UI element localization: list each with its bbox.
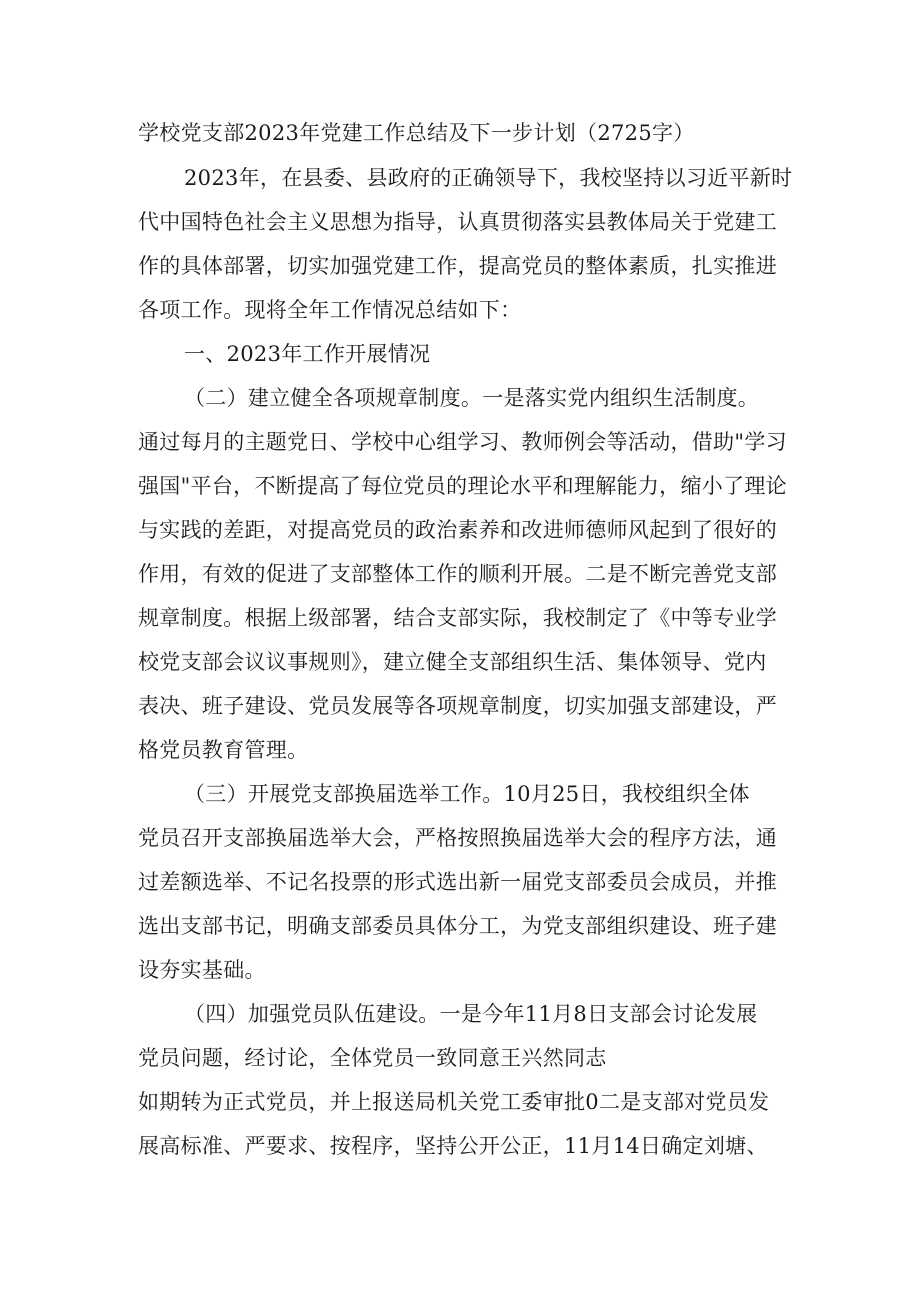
paragraph-line: 作用，有效的促进了支部整体工作的顺利开展。二是不断完善党支部 [138,562,777,586]
paragraph-line: （二）建立健全各项规章制度。一是落实党内组织生活制度。 [184,386,760,410]
paragraph-line: （四）加强党员队伍建设。一是今年11月8日支部会讨论发展 [184,1002,758,1026]
paragraph-line: 强国"平台，不断提高了每位党员的理论水平和理解能力，缩小了理论 [138,474,787,498]
paragraph-line: 规章制度。根据上级部署，结合支部实际，我校制定了《中等专业学 [138,606,777,630]
paragraph-line: 如期转为正式党员，并上报送局机关党工委审批0二是支部对党员发 [138,1090,770,1114]
paragraph-line: 表决、班子建设、党员发展等各项规章制度，切实加强支部建设，严 [138,694,777,718]
section-heading: 一、2023年工作开展情况 [184,342,431,366]
paragraph-line: 展高标准、严要求、按程序，坚持公开公正，11月14日确定刘塘、 [138,1134,768,1158]
paragraph-line: 选出支部书记，明确支部委员具体分工，为党支部组织建设、班子建 [138,914,777,938]
paragraph-line: 各项工作。现将全年工作情况总结如下： [138,298,522,322]
document-title: 学校党支部2023年党建工作总结及下一步计划（2725字） [138,121,695,145]
paragraph-line: 通过每月的主题党日、学校中心组学习、教师例会等活动，借助"学习 [138,430,787,454]
paragraph-line: 与实践的差距，对提高党员的政治素养和改进师德师风起到了很好的 [138,518,777,542]
paragraph-line: 设夯实基础。 [138,958,266,982]
paragraph-line: 作的具体部署，切实加强党建工作，提高党员的整体素质，扎实推进 [138,254,777,278]
paragraph-line: 党员问题，经讨论，全体党员一致同意王兴然同志 [138,1046,607,1070]
paragraph-line: 代中国特色社会主义思想为指导，认真贯彻落实县教体局关于党建工 [138,210,777,234]
paragraph-line: （三）开展党支部换届选举工作。10月25日，我校组织全体 [184,782,750,806]
paragraph-line: 党员召开支部换届选举大会，严格按照换届选举大会的程序方法，通 [138,826,777,850]
paragraph-line: 校党支部会议议事规则》，建立健全支部组织生活、集体领导、党内 [138,650,767,674]
paragraph-line: 格党员教育管理。 [138,738,309,762]
paragraph-line: 过差额选举、不记名投票的形式选出新一届党支部委员会成员，并推 [138,870,777,894]
paragraph-line: 2023年，在县委、县政府的正确领导下，我校坚持以习近平新时 [184,166,793,190]
